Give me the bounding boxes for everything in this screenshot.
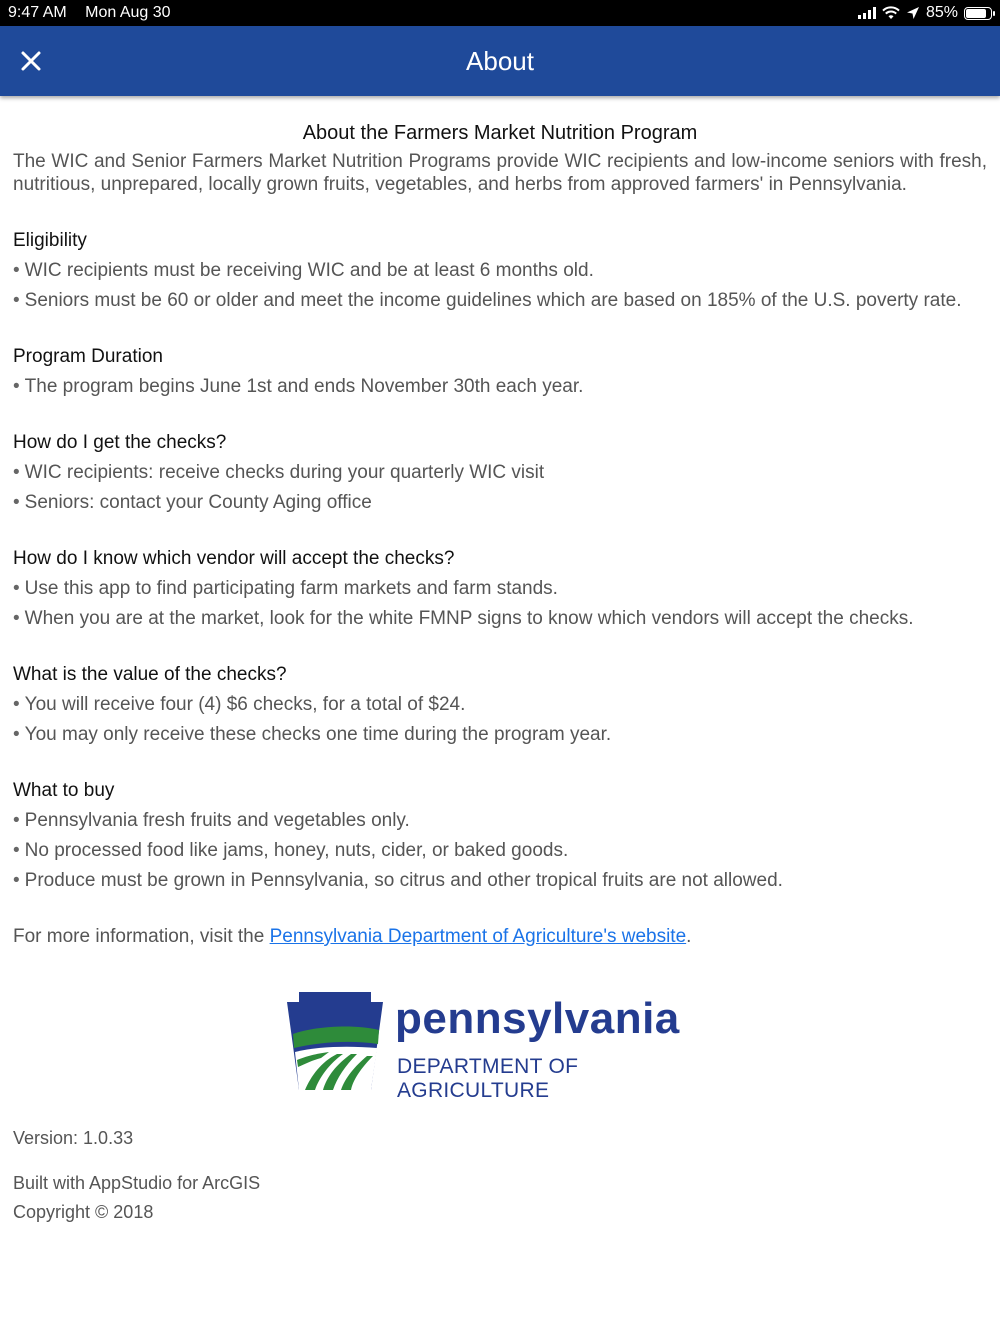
bullet-item: • You may only receive these checks one time during the program year.: [13, 724, 987, 746]
about-content: [0, 122, 1000, 1223]
built-with-text: Built with AppStudio for ArcGIS: [13, 1173, 261, 1193]
bullet-item: • Use this app to find participating farm markets and farm stands.: [13, 578, 987, 600]
section-vendor: [13, 548, 987, 630]
section-what-to-buy: [13, 780, 987, 892]
keystone-logo-icon: [285, 990, 385, 1090]
program-intro: The WIC and Senior Farmers Market Nutrition Programs provide WIC recipients and low-income seniors with fresh, nutritious, unprepared, locally grown fruits, vegetables, and herbs from approved farmers' in Pennsylvania.: [13, 151, 987, 195]
version-text: Version: 1.0.33: [13, 1128, 134, 1148]
status-bar: [0, 0, 1000, 26]
bullet-item: • Pennsylvania fresh fruits and vegetables only.: [13, 810, 987, 832]
pa-agriculture-logo: [285, 990, 725, 1102]
section-heading: How do I know which vendor will accept the checks?: [13, 548, 455, 569]
section-heading: Eligibility: [13, 230, 87, 251]
bullet-item: • The program begins June 1st and ends November 30th each year.: [13, 376, 987, 398]
more-info-period: .: [686, 926, 692, 947]
section-heading: Program Duration: [13, 346, 163, 367]
more-info-text: For more information, visit the: [13, 926, 270, 947]
section-heading: How do I get the checks?: [13, 432, 227, 453]
close-icon[interactable]: [14, 44, 48, 78]
section-get-checks: [13, 432, 987, 514]
location-arrow-icon: [906, 6, 920, 20]
status-time: 9:47 AM: [8, 4, 67, 21]
bullet-item: • WIC recipients must be receiving WIC and be at least 6 months old.: [13, 260, 987, 282]
bullet-item: • Seniors must be 60 or older and meet the income guidelines which are based on 185% of the U.S. poverty rate.: [13, 290, 987, 312]
program-title: About the Farmers Market Nutrition Program: [302, 122, 698, 144]
status-date: Mon Aug 30: [85, 4, 171, 21]
section-heading: What to buy: [13, 780, 115, 801]
more-info: [13, 926, 987, 948]
bullet-item: • Produce must be grown in Pennsylvania, so citrus and other tropical fruits are not allowed.: [13, 870, 987, 892]
bullet-item: • Seniors: contact your County Aging office: [13, 492, 987, 514]
logo-department: DEPARTMENT OF AGRICULTURE: [397, 1055, 579, 1102]
agriculture-website-link[interactable]: Pennsylvania Department of Agriculture's website: [269, 926, 687, 947]
section-program-duration: [13, 346, 987, 398]
page-title: About: [466, 45, 534, 76]
bullet-item: • WIC recipients: receive checks during your quarterly WIC visit: [13, 462, 987, 484]
section-value: [13, 664, 987, 746]
status-right: [858, 4, 992, 22]
section-eligibility: [13, 230, 987, 312]
wifi-icon: [882, 6, 900, 20]
bullet-item: • No processed food like jams, honey, nuts, cider, or baked goods.: [13, 840, 987, 862]
bullet-item: • You will receive four (4) $6 checks, for a total of $24.: [13, 694, 987, 716]
copyright-text: Copyright © 2018: [13, 1202, 154, 1222]
section-heading: What is the value of the checks?: [13, 664, 287, 685]
battery-icon: [964, 7, 992, 20]
battery-percent: 85%: [925, 4, 958, 21]
cellular-signal-icon: [858, 7, 876, 19]
logo-wordmark: pennsylvania: [395, 994, 680, 1043]
status-left: [8, 4, 185, 22]
app-bar: [0, 26, 1000, 96]
bullet-item: • When you are at the market, look for the white FMNP signs to know which vendors will accept the checks.: [13, 608, 987, 630]
